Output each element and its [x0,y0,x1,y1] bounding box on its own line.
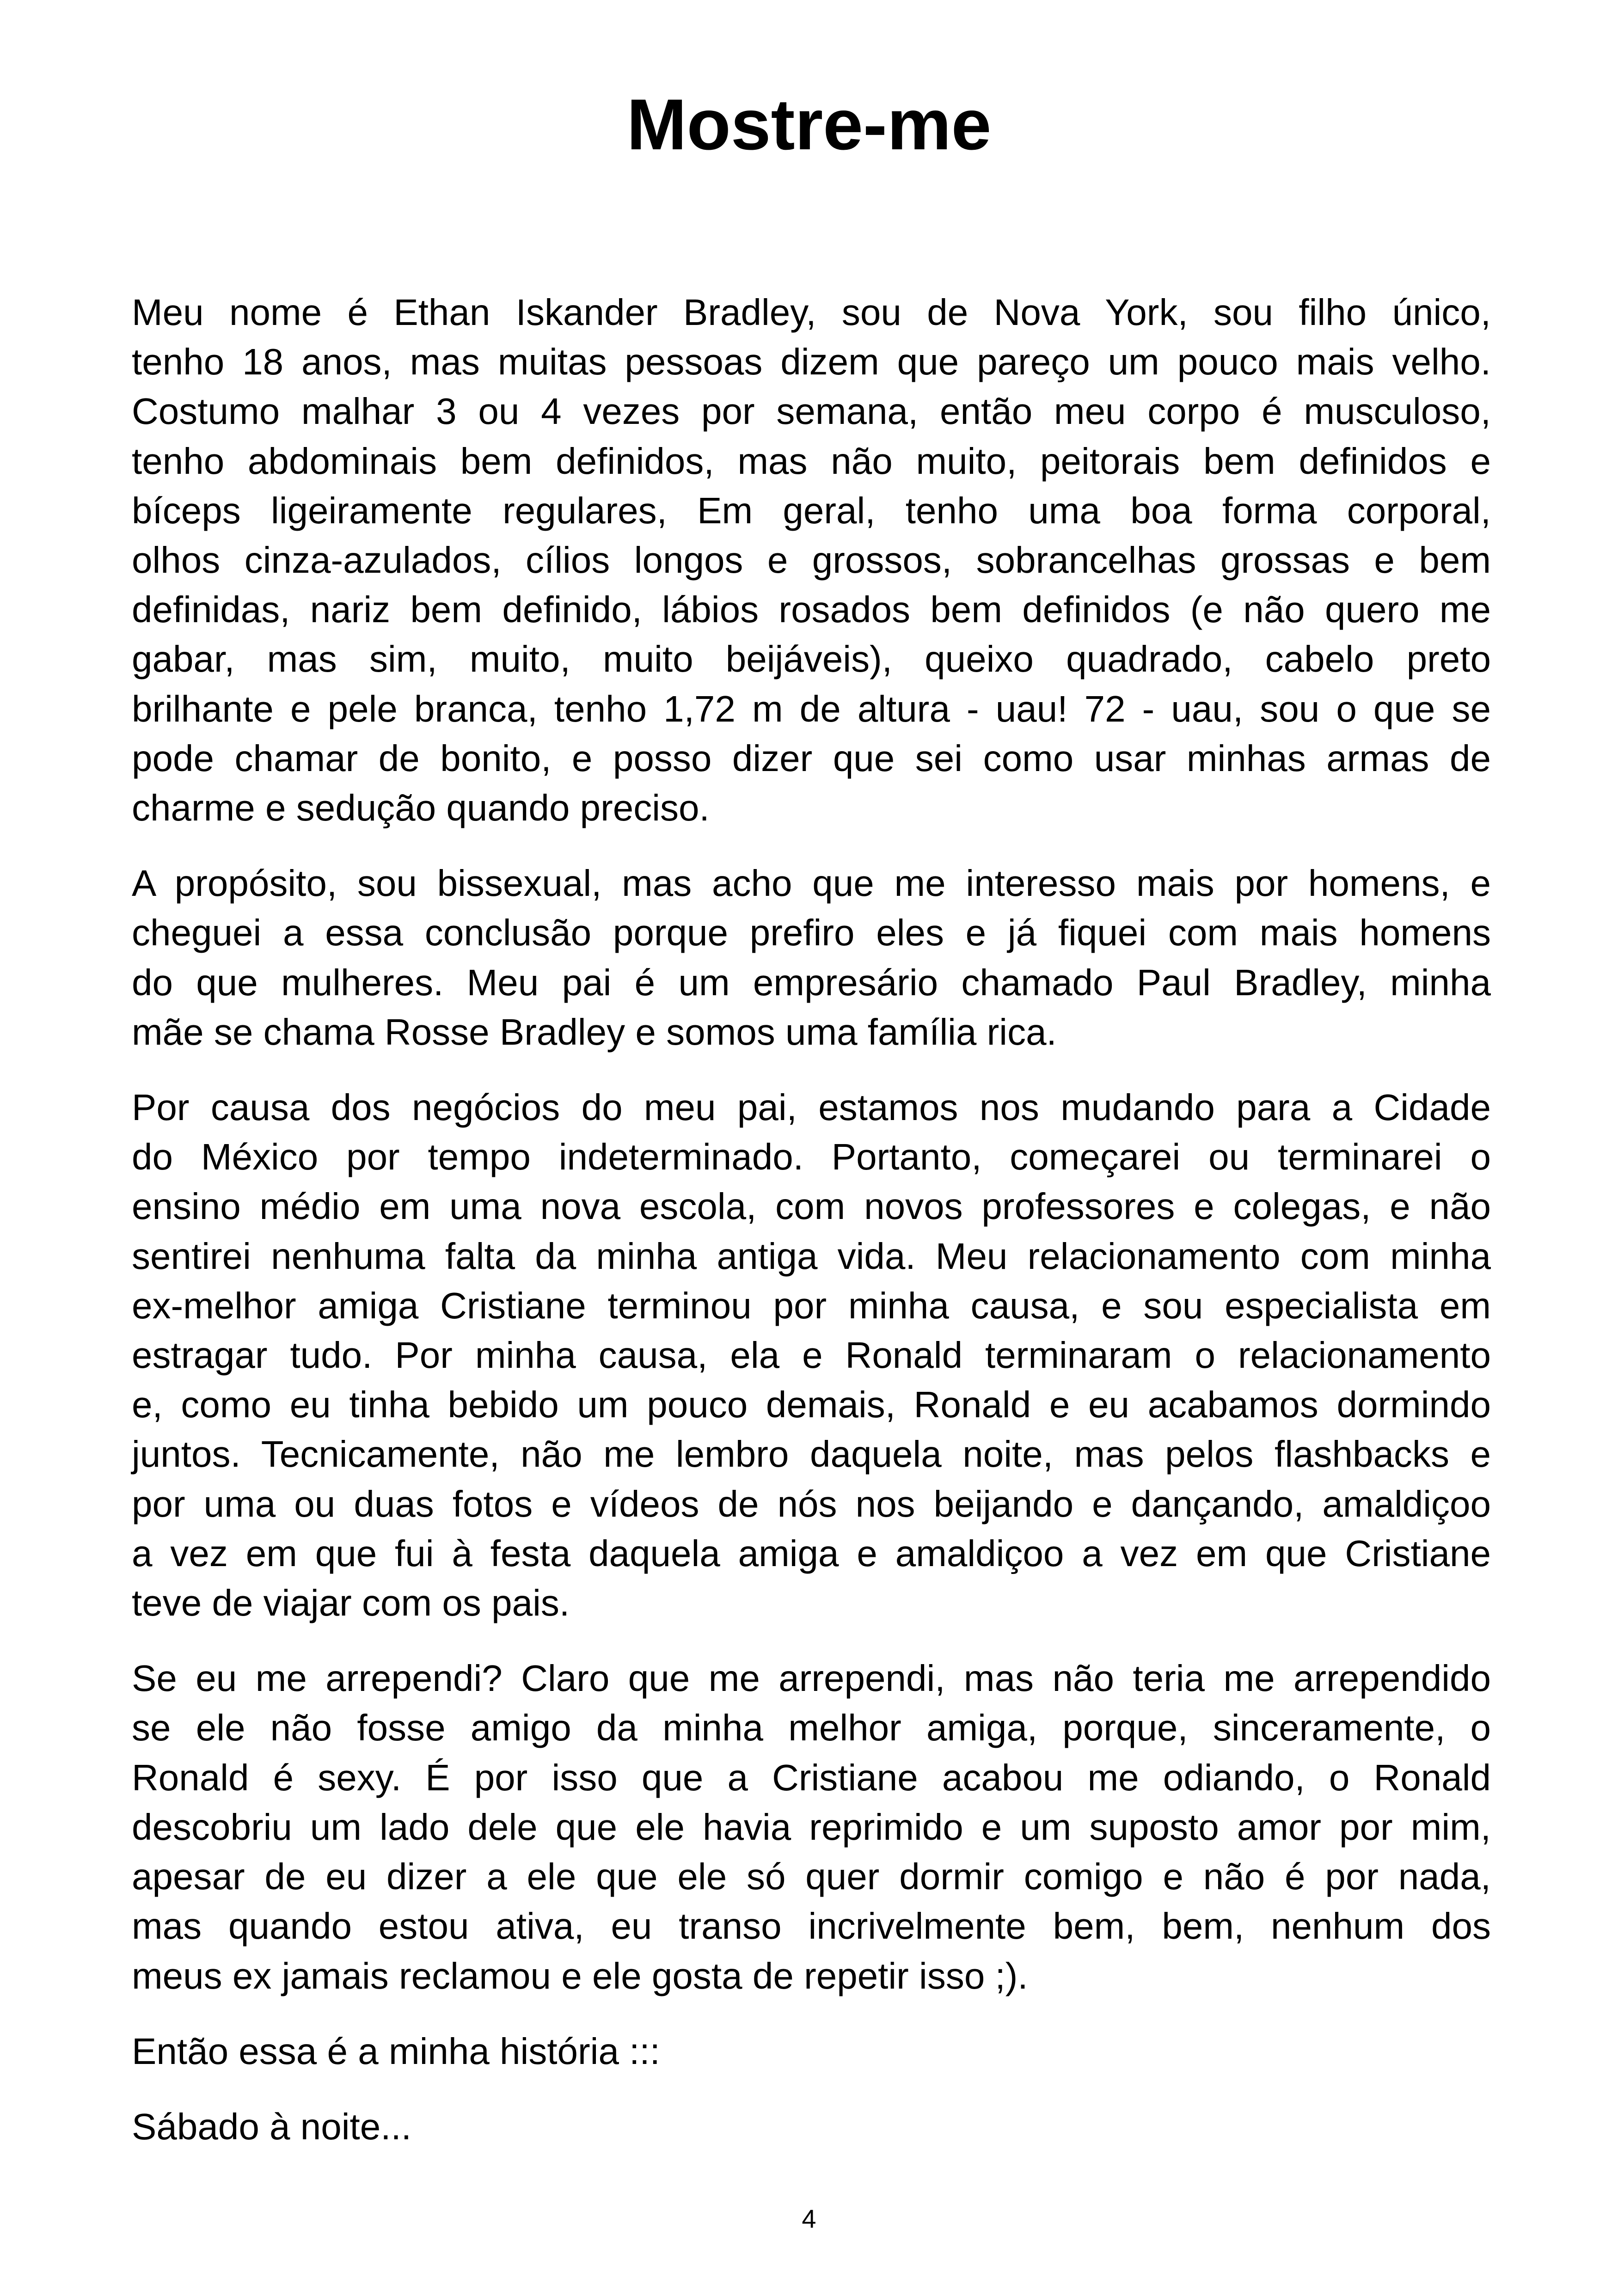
chapter-title: Mostre-me [626,85,992,165]
text-line: se ele não fosse amigo da minha melhor amiga, porque, sinceramente, o [132,1707,1491,1749]
text-line: A propósito, sou bissexual, mas acho que me interesso mais por homens, e [132,863,1491,904]
text-line: estragar tudo. Por minha causa, ela e Ronald terminaram o relacionamento [132,1335,1491,1376]
text-line: olhos cinza-azulados, cílios longos e grossos, sobrancelhas grossas e bem [132,539,1491,581]
text-line: tenho abdominais bem definidos, mas não muito, peitorais bem definidos e [132,440,1491,482]
text-line: cheguei a essa conclusão porque prefiro eles e já fiquei com mais homens [132,912,1491,954]
text-line: sentirei nenhuma falta da minha antiga vida. Meu relacionamento com minha [132,1235,1491,1277]
text-line: do México por tempo indeterminado. Portanto, começarei ou terminarei o [132,1136,1491,1178]
text-line: mãe se chama Rosse Bradley e somos uma família rica. [132,1011,1057,1053]
text-line: brilhante e pele branca, tenho 1,72 m de altura - uau! 72 - uau, sou o que se [132,688,1491,729]
text-line: ex-melhor amiga Cristiane terminou por minha causa, e sou especialista em [132,1285,1491,1326]
text-line: definidas, nariz bem definido, lábios rosados bem definidos (e não quero me [132,589,1491,631]
text-line: Por causa dos negócios do meu pai, estamos nos mudando para a Cidade [132,1087,1491,1128]
paragraph [132,858,1491,1057]
paragraph [132,1653,1491,2000]
text-line: Sábado à noite... [132,2106,411,2147]
text-line: charme e sedução quando preciso. [132,787,710,829]
text-line: pode chamar de bonito, e posso dizer que sei como usar minhas armas de [132,737,1491,779]
paragraph [132,2102,1491,2151]
text-line: Então essa é a minha história ::: [132,2030,660,2072]
page-number: 4 [802,2204,816,2233]
text-line: a vez em que fui à festa daquela amiga e amaldiçoo a vez em que Cristiane [132,1532,1491,1574]
text-line: por uma ou duas fotos e vídeos de nós nos beijando e dançando, amaldiçoo [132,1483,1491,1525]
text-line: mas quando estou ativa, eu transo incrivelmente bem, bem, nenhum dos [132,1905,1491,1947]
paragraph [132,288,1491,833]
paragraph [132,1083,1491,1628]
text-line: meus ex jamais reclamou e ele gosta de repetir isso ;). [132,1955,1028,1996]
paragraph [132,2027,1491,2076]
text-line: Se eu me arrependi? Claro que me arrependi, mas não teria me arrependido [132,1658,1491,1699]
body-text [132,288,1491,2177]
text-line: e, como eu tinha bebido um pouco demais, Ronald e eu acabamos dormindo [132,1384,1491,1426]
text-line: juntos. Tecnicamente, não me lembro daquela noite, mas pelos flashbacks e [132,1433,1491,1475]
text-line: tenho 18 anos, mas muitas pessoas dizem que pareço um pouco mais velho. [132,341,1491,383]
text-line: Meu nome é Ethan Iskander Bradley, sou de Nova York, sou filho único, [132,292,1491,333]
text-line: Costumo malhar 3 ou 4 vezes por semana, então meu corpo é musculoso, [132,391,1491,432]
text-line: Ronald é sexy. É por isso que a Cristiane acabou me odiando, o Ronald [132,1757,1491,1798]
text-line: do que mulheres. Meu pai é um empresário chamado Paul Bradley, minha [132,961,1491,1003]
text-line: descobriu um lado dele que ele havia reprimido e um suposto amor por mim, [132,1806,1491,1848]
text-line: ensino médio em uma nova escola, com novos professores e colegas, e não [132,1186,1491,1227]
text-line: apesar de eu dizer a ele que ele só quer dormir comigo e não é por nada, [132,1856,1491,1898]
text-line: gabar, mas sim, muito, muito beijáveis), queixo quadrado, cabelo preto [132,638,1491,680]
text-line: bíceps ligeiramente regulares, Em geral, tenho uma boa forma corporal, [132,490,1491,531]
text-line: teve de viajar com os pais. [132,1582,570,1624]
